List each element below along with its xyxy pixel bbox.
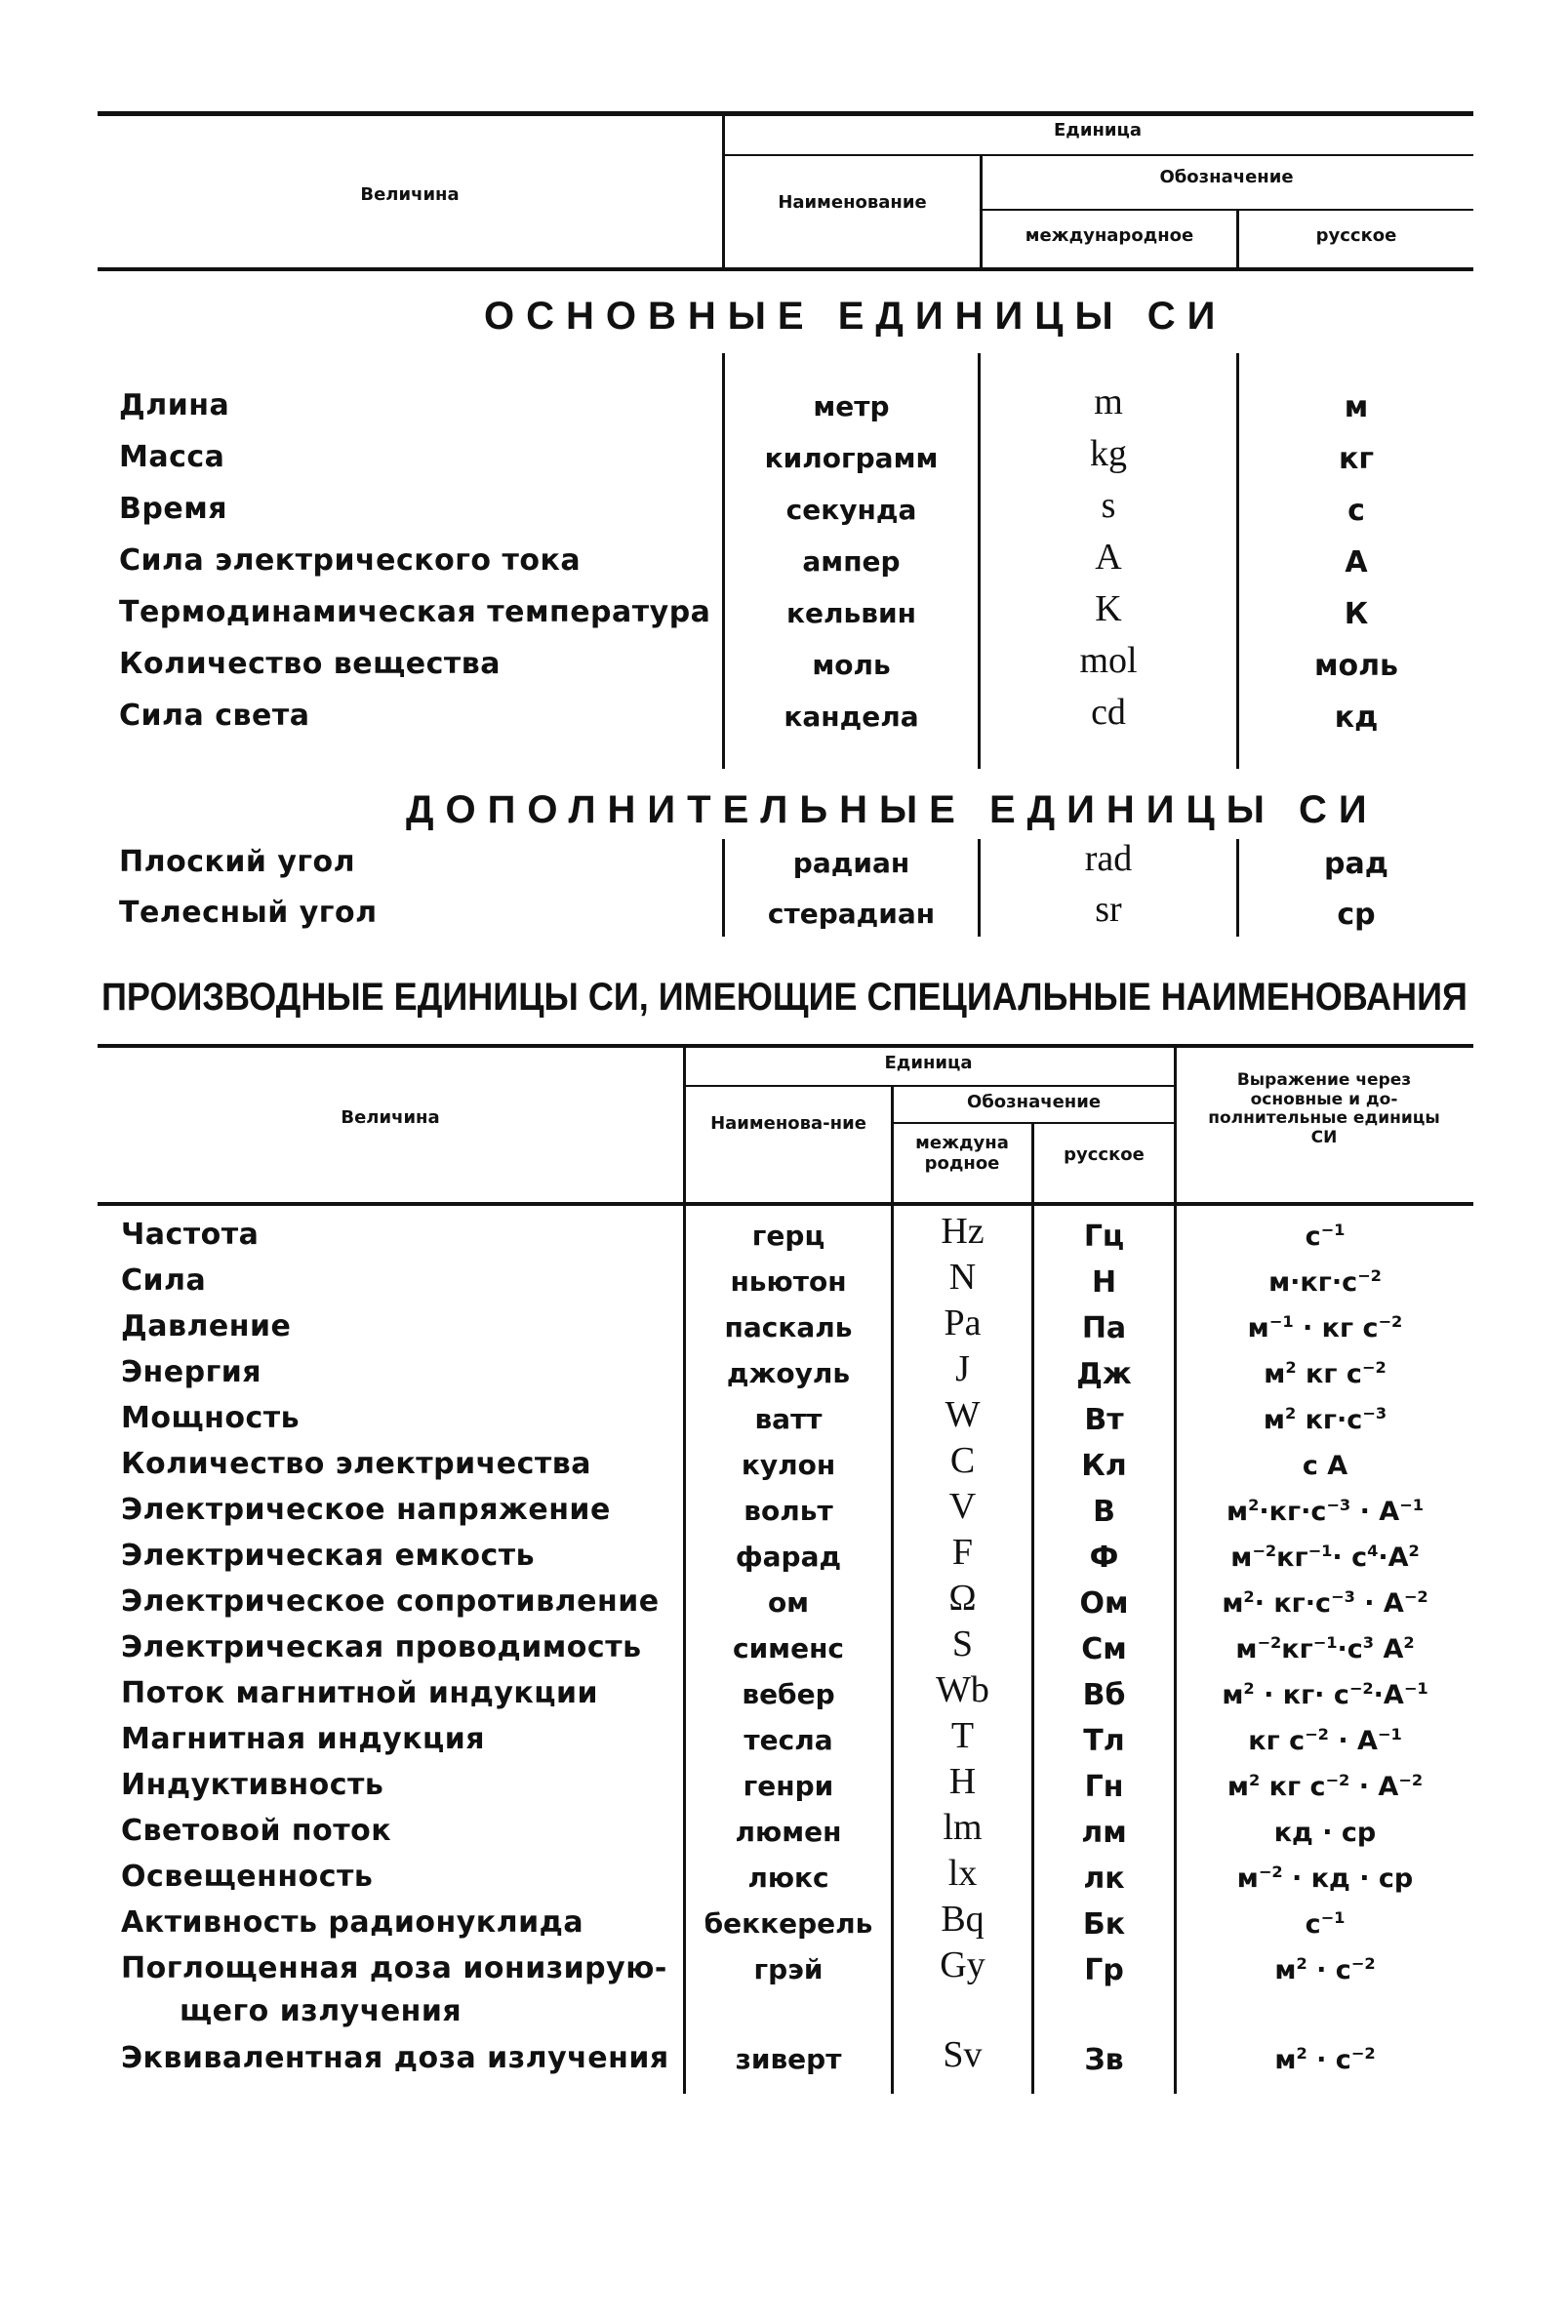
quantity-cell: Электрическая емкость — [121, 1539, 536, 1573]
rus-symbol-cell: кд — [1334, 701, 1379, 735]
quantity-cell: Световой поток — [121, 1814, 392, 1848]
quantity-cell: Электрическая проводимость — [121, 1630, 642, 1664]
rus-symbol-cell: Вт — [1084, 1403, 1124, 1437]
rus-symbol-cell: Гц — [1083, 1220, 1125, 1254]
quantity-cell: Сила электрического тока — [119, 543, 582, 578]
unit-name-cell: кулон — [741, 1449, 836, 1481]
intl-symbol-cell: m — [1094, 381, 1123, 422]
rus-symbol-cell: моль — [1313, 649, 1399, 683]
derived-header-quantity: Величина — [341, 1107, 440, 1128]
intl-symbol-cell: Sv — [943, 2034, 983, 2075]
rus-symbol-cell: лм — [1081, 1816, 1127, 1850]
rus-symbol-cell: Зв — [1084, 2043, 1124, 2077]
intl-symbol-cell: Wb — [936, 1669, 989, 1710]
unit-name-cell: кельвин — [786, 597, 916, 629]
quantity-cell: Эквивалентная доза излучения — [121, 2041, 669, 2075]
intl-symbol-cell: S — [951, 1623, 974, 1664]
rule-h — [722, 154, 1473, 156]
rus-symbol-cell: Н — [1091, 1265, 1117, 1300]
intl-symbol-cell: cd — [1091, 692, 1126, 733]
si-expression-cell: с А — [1302, 1451, 1348, 1481]
unit-name-cell: сименс — [732, 1632, 845, 1664]
intl-symbol-cell: V — [948, 1486, 977, 1527]
quantity-cell: Длина — [119, 388, 230, 422]
intl-symbol-cell: F — [951, 1532, 974, 1573]
intl-symbol-cell: K — [1095, 588, 1122, 629]
header-unit: Единица — [1054, 120, 1142, 140]
unit-name-cell: грэй — [753, 1953, 824, 1985]
rus-symbol-cell: В — [1093, 1495, 1115, 1529]
rus-symbol-cell: Па — [1081, 1311, 1127, 1345]
rus-symbol-cell: лк — [1083, 1862, 1125, 1896]
si-expression-cell: $с^{-1}$ — [1305, 1221, 1346, 1252]
si-expression-cell: $м^{-2}$ · кд · ср — [1236, 1863, 1414, 1894]
derived-header-expression: Выражение через основные и до-полнительные единицы СИ — [1208, 1070, 1440, 1147]
rus-symbol-cell: м — [1344, 390, 1369, 424]
si-expression-cell: кд · ср — [1273, 1818, 1377, 1848]
unit-name-cell: ватт — [754, 1403, 823, 1435]
quantity-cell: Телесный угол — [119, 896, 378, 930]
si-expression-cell: $м\cdot кг\cdot с^{-2}$ — [1268, 1266, 1382, 1298]
intl-symbol-cell: C — [949, 1440, 976, 1481]
unit-name-cell: зиверт — [735, 2043, 842, 2075]
quantity-cell: Индуктивность — [121, 1768, 384, 1802]
intl-symbol-cell: Ω — [948, 1578, 977, 1619]
rus-symbol-cell: Гр — [1084, 1953, 1124, 1987]
intl-symbol-cell: kg — [1090, 433, 1127, 474]
header-quantity: Величина — [360, 184, 460, 205]
quantity-cell: Количество вещества — [119, 647, 502, 681]
rus-symbol-cell: Ф — [1089, 1541, 1119, 1575]
header-name: Наименование — [778, 192, 927, 213]
section-title-basic: ОСНОВНЫЕ ЕДИНИЦЫ СИ — [484, 295, 1227, 338]
quantity-cell: Масса — [119, 440, 225, 474]
derived-header-unit: Единица — [884, 1053, 973, 1073]
rule-bottom — [98, 267, 1473, 271]
unit-name-cell: фарад — [735, 1541, 842, 1573]
unit-name-cell: люмен — [735, 1816, 842, 1848]
rule-h — [891, 1122, 1174, 1124]
si-expression-cell: $м^{-2}кг^{-1}\cdot с^3$ $А^2$ — [1235, 1633, 1415, 1664]
rus-symbol-cell: Вб — [1082, 1678, 1126, 1712]
intl-symbol-cell: rad — [1084, 838, 1133, 879]
si-expression-cell: $м^2$ кг $с^{-2}$ — [1264, 1358, 1387, 1389]
quantity-cell: Электрическое сопротивление — [121, 1584, 660, 1619]
unit-name-cell: тесла — [744, 1724, 833, 1756]
unit-name-cell: кандела — [784, 701, 919, 733]
quantity-cell-continued: щего излучения — [180, 1994, 462, 2028]
intl-symbol-cell: lx — [947, 1853, 978, 1894]
rus-symbol-cell: Гн — [1084, 1770, 1124, 1804]
unit-name-cell: генри — [743, 1770, 834, 1802]
rus-symbol-cell: Дж — [1076, 1357, 1132, 1391]
section-title-supplementary: ДОПОЛНИТЕЛЬНЫЕ ЕДИНИЦЫ СИ — [406, 788, 1379, 831]
quantity-cell: Поглощенная доза ионизирую- — [121, 1951, 667, 1985]
unit-name-cell: стерадиан — [767, 898, 936, 930]
section-title-derived: ПРОИЗВОДНЫЕ ЕДИНИЦЫ СИ, ИМЕЮЩИЕ СПЕЦИАЛЬНЫЕ НАИМЕНОВАНИЯ — [101, 976, 1467, 1019]
quantity-cell: Частота — [121, 1218, 260, 1252]
unit-name-cell: джоуль — [726, 1357, 851, 1389]
intl-symbol-cell: Pa — [944, 1302, 982, 1343]
quantity-cell: Давление — [121, 1309, 292, 1343]
rus-symbol-cell: К — [1344, 597, 1369, 631]
unit-name-cell: килограмм — [764, 442, 939, 474]
si-expression-cell: кг $с^{-2} \cdot А^{-1}$ — [1248, 1725, 1402, 1756]
intl-symbol-cell: J — [955, 1348, 970, 1389]
quantity-cell: Мощность — [121, 1401, 301, 1435]
si-expression-cell: $м^2\cdot кг\cdot с^{-3} \cdot А^{-1}$ — [1226, 1496, 1424, 1527]
unit-name-cell: моль — [812, 649, 891, 681]
quantity-cell: Электрическое напряжение — [121, 1493, 611, 1527]
rus-symbol-cell: ср — [1337, 898, 1376, 932]
derived-header-name: Наименова-ние — [710, 1113, 866, 1134]
intl-symbol-cell: H — [948, 1761, 977, 1802]
rule-top — [98, 111, 1473, 116]
quantity-cell: Сила — [121, 1263, 207, 1298]
rus-symbol-cell: См — [1081, 1632, 1127, 1666]
header-international: международное — [1025, 225, 1194, 246]
quantity-cell: Время — [119, 492, 227, 526]
unit-name-cell: радиан — [792, 847, 910, 879]
unit-name-cell: ньютон — [730, 1265, 847, 1298]
intl-symbol-cell: W — [945, 1394, 981, 1435]
rus-symbol-cell: Бк — [1082, 1907, 1126, 1942]
derived-header-designation: Обозначение — [966, 1092, 1102, 1112]
intl-symbol-cell: Gy — [940, 1944, 985, 1985]
derived-header-international: междуна родное — [915, 1133, 1009, 1174]
quantity-cell: Освещенность — [121, 1860, 374, 1894]
rus-symbol-cell: Ом — [1079, 1586, 1129, 1621]
unit-name-cell: ом — [767, 1586, 810, 1619]
header-designation: Обозначение — [1159, 167, 1294, 187]
unit-name-cell: вольт — [744, 1495, 833, 1527]
header-russian: русское — [1315, 225, 1397, 246]
rule-h — [980, 209, 1473, 211]
rule-top — [98, 1044, 1473, 1048]
si-expression-cell: $с^{-1}$ — [1305, 1908, 1346, 1940]
si-expression-cell: $м^2 \cdot с^{-2}$ — [1274, 1954, 1376, 1985]
intl-symbol-cell: mol — [1079, 640, 1138, 681]
rule-bottom — [98, 1202, 1473, 1206]
si-expression-cell: $м^2\cdot кг\cdot с^{-3} \cdot А^{-2}$ — [1222, 1587, 1428, 1619]
quantity-cell: Сила света — [119, 699, 310, 733]
si-expression-cell: $м^2 \cdot кг\cdot с^{-2}\cdot А^{-1}$ — [1222, 1679, 1428, 1710]
si-expression-cell: $м^{-2}кг^{-1}\cdot с^4\cdot А^2$ — [1230, 1542, 1420, 1573]
unit-name-cell: паскаль — [724, 1311, 853, 1343]
derived-header-russian: русское — [1064, 1144, 1145, 1165]
intl-symbol-cell: s — [1101, 485, 1116, 526]
intl-symbol-cell: N — [948, 1257, 977, 1298]
unit-name-cell: метр — [813, 390, 890, 422]
rus-symbol-cell: с — [1347, 494, 1365, 528]
intl-symbol-cell: sr — [1095, 889, 1122, 930]
quantity-cell: Активность радионуклида — [121, 1905, 584, 1940]
si-expression-cell: $м^2$ $кг\cdot с^{-3}$ — [1263, 1404, 1387, 1435]
unit-name-cell: вебер — [742, 1678, 835, 1710]
intl-symbol-cell: lm — [943, 1807, 983, 1848]
rus-symbol-cell: рад — [1324, 847, 1388, 881]
rus-symbol-cell: А — [1345, 545, 1368, 580]
si-expression-cell: $м^{-1}$ · кг $с^{-2}$ — [1247, 1312, 1403, 1343]
si-expression-cell: $м^2 \cdot с^{-2}$ — [1274, 2044, 1376, 2075]
si-expression-cell: $м^2$ кг $с^{-2} \cdot А^{-2}$ — [1226, 1771, 1424, 1802]
rus-symbol-cell: Кл — [1081, 1449, 1127, 1483]
intl-symbol-cell: T — [950, 1715, 975, 1756]
unit-name-cell: люкс — [747, 1862, 829, 1894]
quantity-cell: Плоский угол — [119, 845, 356, 879]
quantity-cell: Количество электричества — [121, 1447, 591, 1481]
rus-symbol-cell: Тл — [1083, 1724, 1125, 1758]
quantity-cell: Энергия — [121, 1355, 262, 1389]
rule-h — [683, 1085, 1174, 1087]
intl-symbol-cell: A — [1095, 537, 1122, 578]
quantity-cell: Магнитная индукция — [121, 1722, 485, 1756]
intl-symbol-cell: Hz — [941, 1211, 985, 1252]
rus-symbol-cell: кг — [1338, 442, 1375, 476]
unit-name-cell: герц — [751, 1220, 825, 1252]
unit-name-cell: беккерель — [704, 1907, 873, 1940]
quantity-cell: Термодинамическая температура — [119, 595, 711, 629]
intl-symbol-cell: Bq — [941, 1899, 985, 1940]
quantity-cell: Поток магнитной индукции — [121, 1676, 599, 1710]
unit-name-cell: секунда — [785, 494, 917, 526]
unit-name-cell: ампер — [802, 545, 901, 578]
